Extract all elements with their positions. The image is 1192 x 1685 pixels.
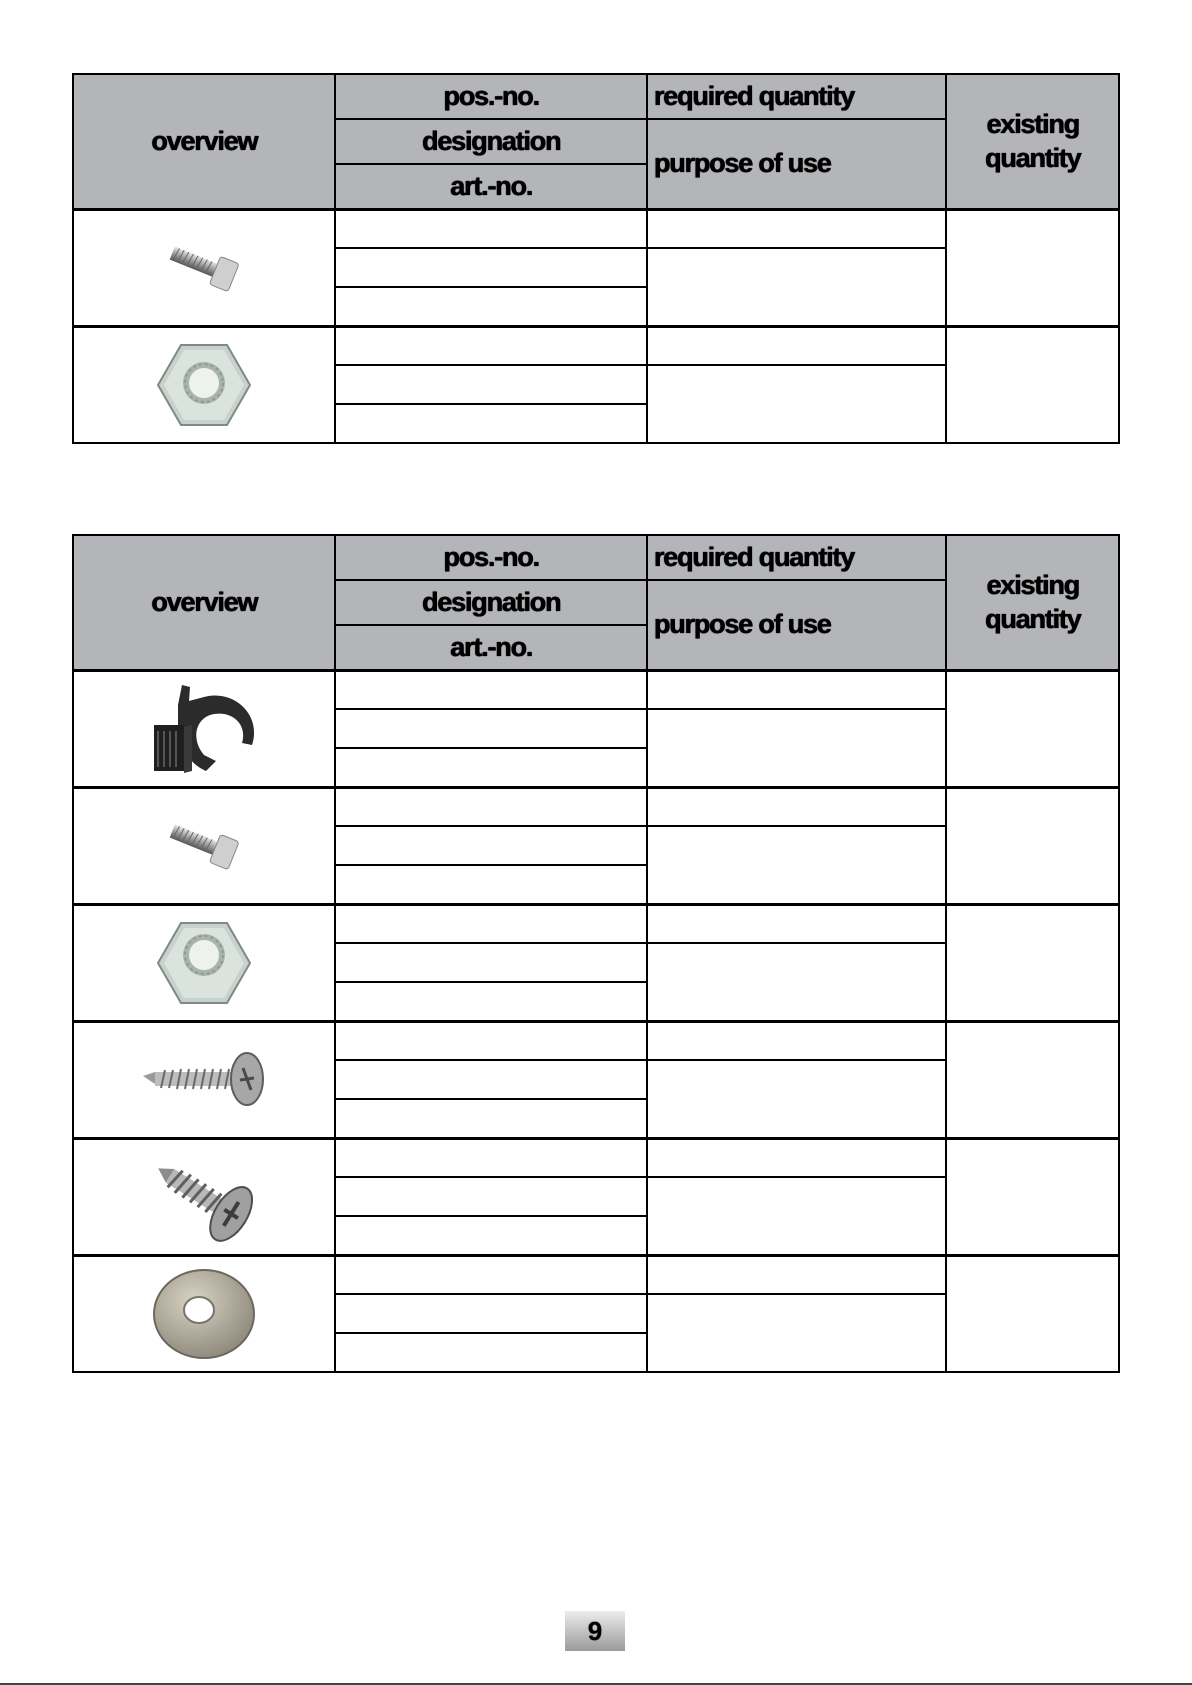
pos-no-cell[interactable]	[335, 787, 646, 826]
pos-no-cell[interactable]	[335, 326, 646, 365]
header-existing-quantity-text: existing quantity	[984, 570, 1081, 635]
existing-quantity-cell[interactable]	[946, 1138, 1119, 1255]
designation-cell[interactable]	[335, 1060, 646, 1099]
existing-quantity-cell[interactable]	[946, 1255, 1119, 1372]
overview-cell	[73, 1021, 335, 1138]
art-no-cell[interactable]	[335, 1333, 646, 1372]
header-designation: designation	[335, 119, 646, 164]
overview-cell	[73, 670, 335, 787]
required-quantity-cell[interactable]	[647, 326, 946, 365]
header-pos-no: pos.-no.	[335, 74, 646, 119]
art-no-cell[interactable]	[335, 404, 646, 443]
hex-nut-icon	[154, 917, 254, 1009]
purpose-of-use-cell[interactable]	[647, 943, 946, 1021]
table-row	[73, 326, 1119, 365]
designation-cell[interactable]	[335, 1294, 646, 1333]
pos-no-cell[interactable]	[335, 209, 646, 248]
designation-cell[interactable]	[335, 943, 646, 982]
designation-cell[interactable]	[335, 709, 646, 748]
art-no-cell[interactable]	[335, 865, 646, 904]
header-existing-quantity	[946, 74, 1119, 209]
overview-cell	[73, 904, 335, 1021]
purpose-of-use-cell[interactable]	[647, 709, 946, 787]
hex-bolt-icon	[159, 233, 249, 303]
required-quantity-cell[interactable]	[647, 209, 946, 248]
tapping-screw-icon	[144, 1147, 264, 1247]
pos-no-cell[interactable]	[335, 1021, 646, 1060]
table-row	[73, 209, 1119, 248]
designation-cell[interactable]	[335, 365, 646, 404]
header-required-quantity: required quantity	[647, 535, 946, 580]
existing-quantity-cell[interactable]	[946, 787, 1119, 904]
pos-no-cell[interactable]	[335, 670, 646, 709]
purpose-of-use-cell[interactable]	[647, 826, 946, 904]
overview-cell	[73, 326, 335, 443]
pos-no-cell[interactable]	[335, 904, 646, 943]
parts-table-1	[72, 73, 1120, 444]
art-no-cell[interactable]	[335, 982, 646, 1021]
designation-cell[interactable]	[335, 826, 646, 865]
art-no-cell[interactable]	[335, 287, 646, 326]
purpose-of-use-cell[interactable]	[647, 248, 946, 326]
required-quantity-cell[interactable]	[647, 787, 946, 826]
hex-nut-icon	[154, 339, 254, 431]
existing-quantity-cell[interactable]	[946, 1021, 1119, 1138]
art-no-cell[interactable]	[335, 748, 646, 787]
required-quantity-cell[interactable]	[647, 1138, 946, 1177]
overview-cell	[73, 787, 335, 904]
pos-no-cell[interactable]	[335, 1255, 646, 1294]
table-row	[73, 904, 1119, 943]
page-number: 9	[565, 1611, 625, 1651]
table-row	[73, 1255, 1119, 1294]
existing-quantity-cell[interactable]	[946, 326, 1119, 443]
table-row	[73, 1138, 1119, 1177]
required-quantity-cell[interactable]	[647, 904, 946, 943]
required-quantity-cell[interactable]	[647, 1255, 946, 1294]
existing-quantity-cell[interactable]	[946, 904, 1119, 1021]
header-required-quantity: required quantity	[647, 74, 946, 119]
purpose-of-use-cell[interactable]	[647, 1060, 946, 1138]
designation-cell[interactable]	[335, 248, 646, 287]
header-existing-quantity	[946, 535, 1119, 670]
overview-cell	[73, 1138, 335, 1255]
art-no-cell[interactable]	[335, 1216, 646, 1255]
header-overview: overview	[73, 535, 335, 670]
pos-no-cell[interactable]	[335, 1138, 646, 1177]
required-quantity-cell[interactable]	[647, 670, 946, 709]
table-row	[73, 1021, 1119, 1060]
washer-icon	[149, 1266, 259, 1362]
parts-table-2	[72, 534, 1120, 1373]
required-quantity-cell[interactable]	[647, 1021, 946, 1060]
table-row	[73, 670, 1119, 709]
purpose-of-use-cell[interactable]	[647, 365, 946, 443]
hex-bolt-icon	[159, 811, 249, 881]
header-purpose-of-use: purpose of use	[647, 119, 946, 209]
purpose-of-use-cell[interactable]	[647, 1177, 946, 1255]
table-row	[73, 787, 1119, 826]
pipe-clip-icon	[144, 675, 264, 783]
overview-cell	[73, 1255, 335, 1372]
art-no-cell[interactable]	[335, 1099, 646, 1138]
header-designation: designation	[335, 580, 646, 625]
existing-quantity-cell[interactable]	[946, 670, 1119, 787]
header-pos-no: pos.-no.	[335, 535, 646, 580]
header-purpose-of-use: purpose of use	[647, 580, 946, 670]
overview-cell	[73, 209, 335, 326]
self-drilling-screw-icon	[139, 1050, 269, 1110]
existing-quantity-cell[interactable]	[946, 209, 1119, 326]
header-existing-quantity-text: existing quantity	[984, 109, 1081, 174]
header-art-no: art.-no.	[335, 625, 646, 670]
header-overview: overview	[73, 74, 335, 209]
purpose-of-use-cell[interactable]	[647, 1294, 946, 1372]
designation-cell[interactable]	[335, 1177, 646, 1216]
header-art-no: art.-no.	[335, 164, 646, 209]
